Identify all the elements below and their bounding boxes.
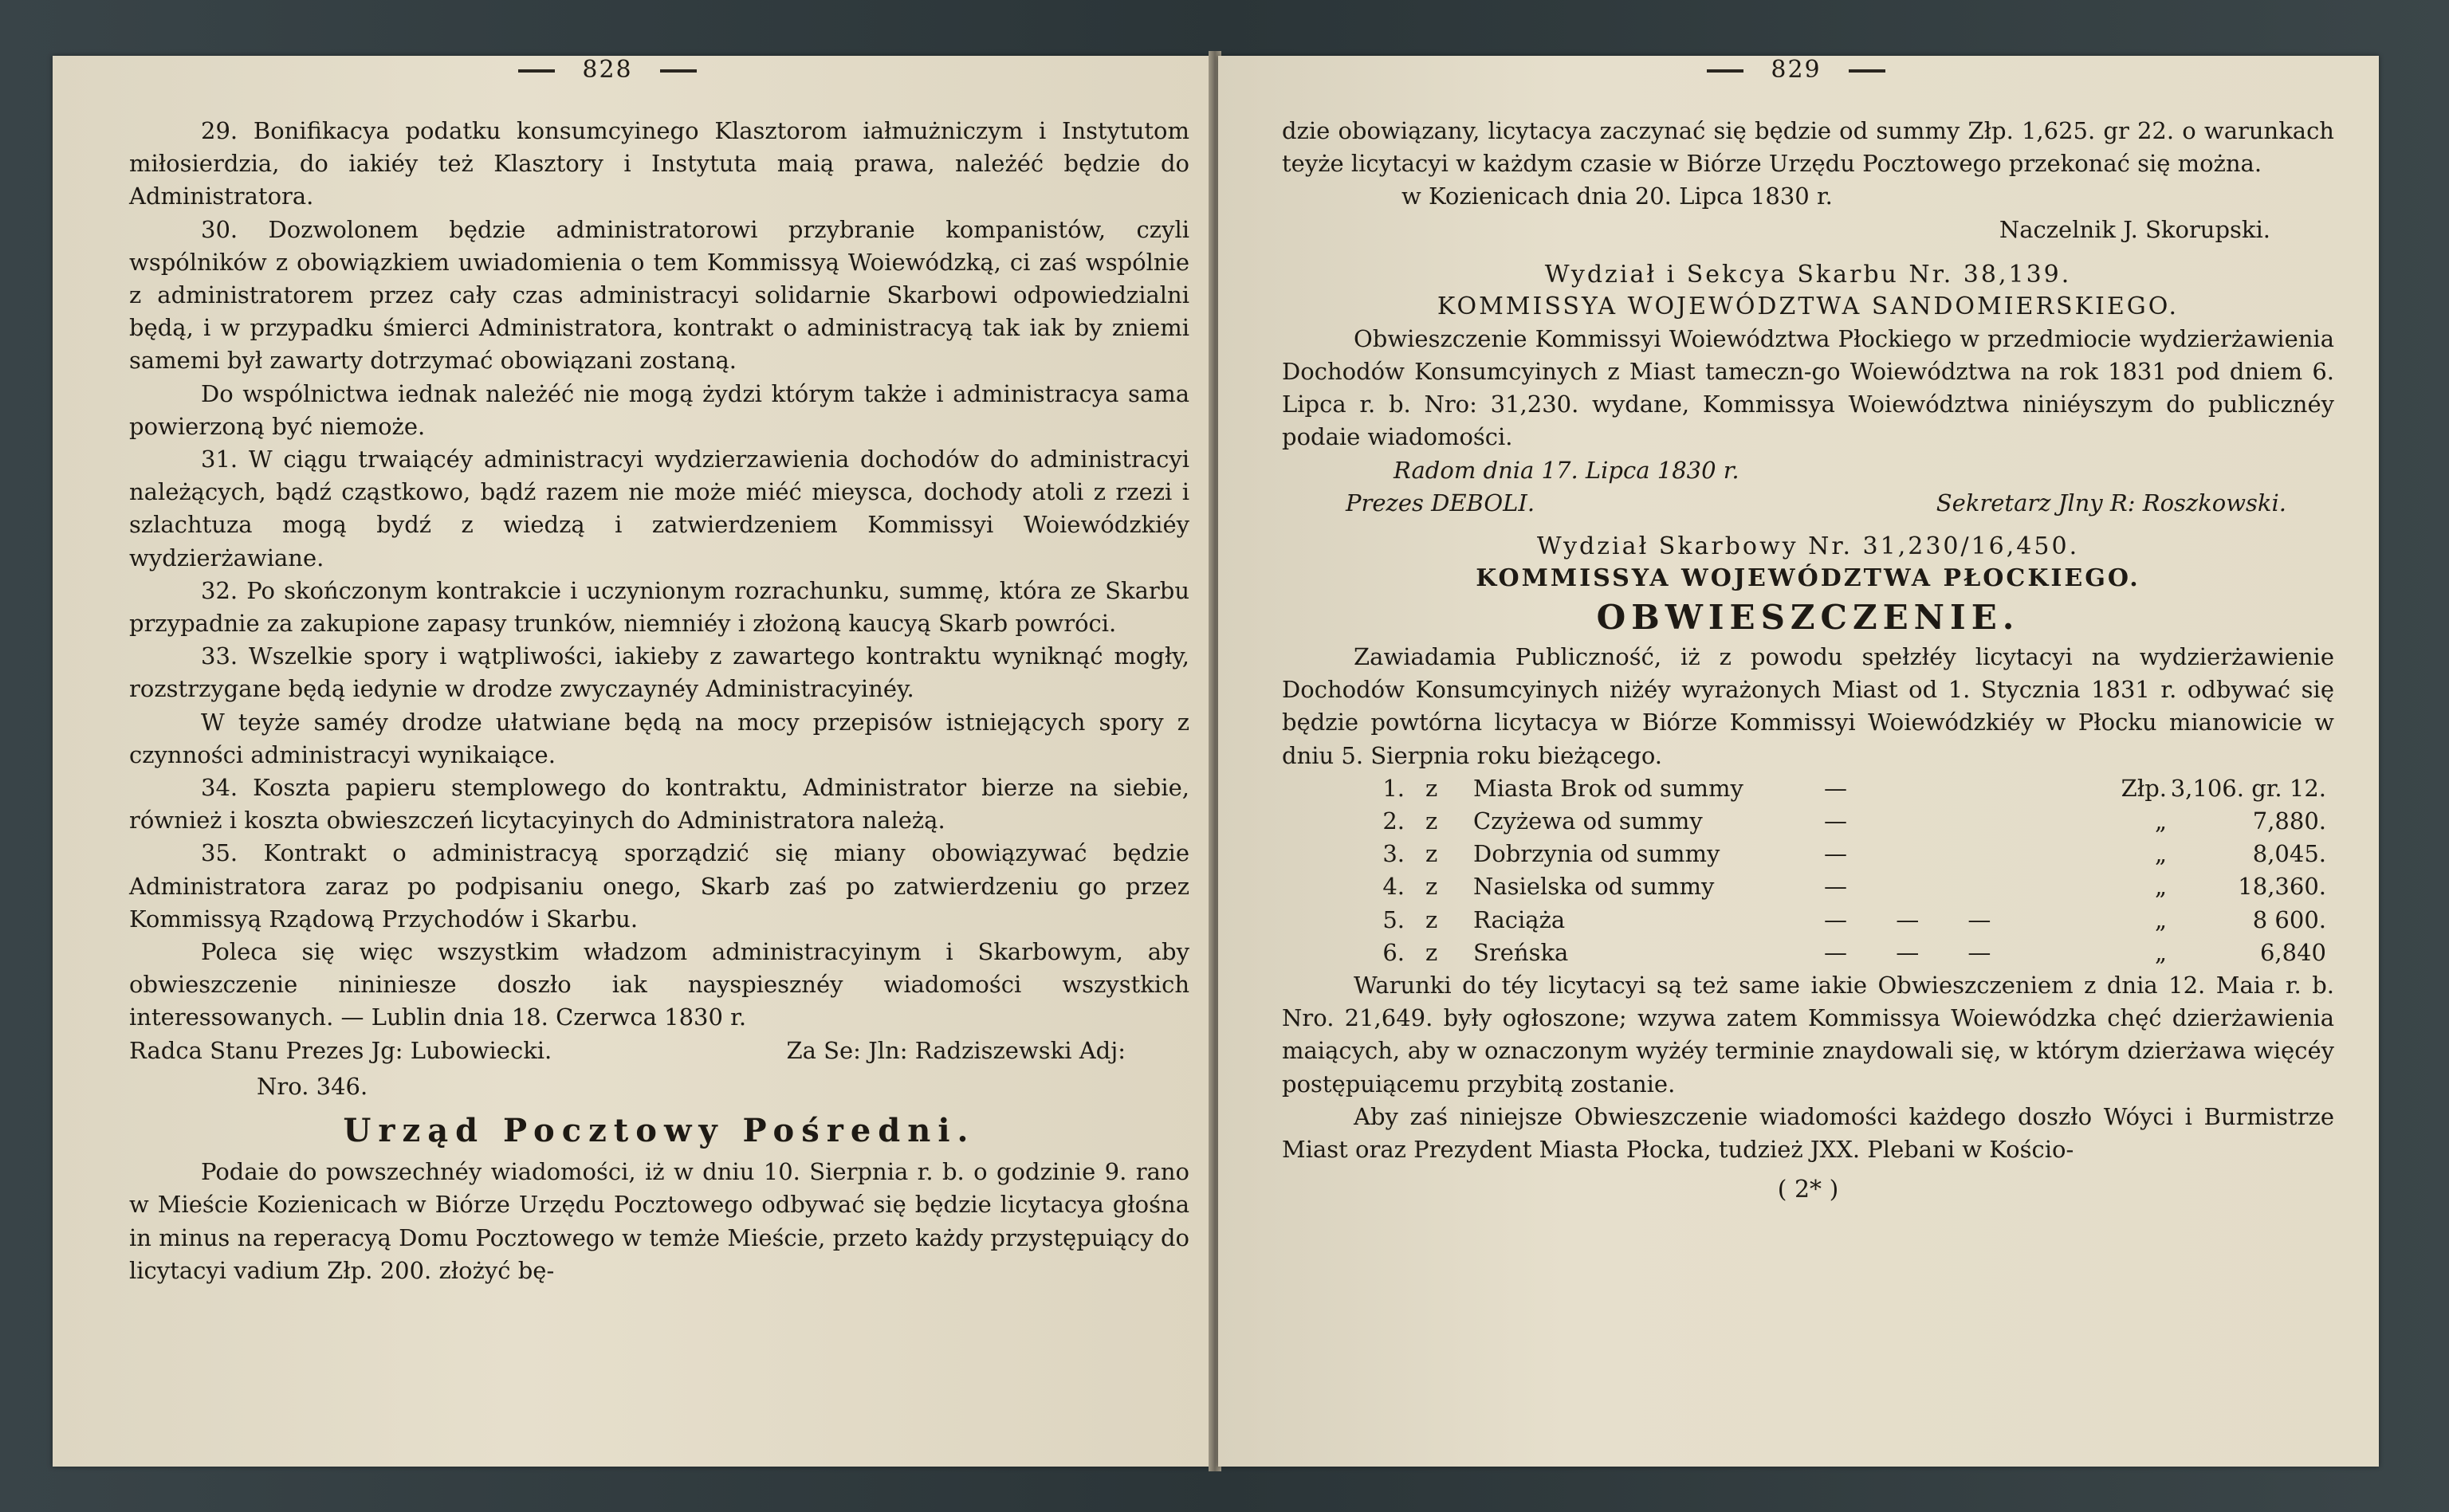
paragraph-33: 33. Wszelkie spory i wątpliwości, iakieby z zawartego kontraktu wyniknąć mogły, rozstrzygane będą iedynie w drodze zwyczaynéy Administracyinéy.: [129, 642, 1189, 703]
paragraph-32: 32. Po skończonym kontrakcie i uczynionym rozrachunku, summę, która ze Skarbu przypadnie za zakupione zapasy trunków, niemniéy i złożoną kaucyą Skarb powróci.: [129, 576, 1189, 638]
commission-heading-2: KOMMISSYA WOJEWÓDZTWA PŁOCKIEGO.: [1476, 564, 2140, 593]
header-dash: [1707, 69, 1743, 73]
paragraph-33-b: W teyże saméy drodze ułatwiane będą na mocy przepisów istniejących spory z czynności administracyi wynikaiące.: [129, 708, 1189, 768]
obwieszczenie-heading: OBWIESZCZENIE.: [1596, 598, 2020, 638]
left-page-number: 828: [582, 56, 633, 84]
header-dash: [1849, 69, 1885, 73]
right-page: [1218, 56, 2379, 1467]
list-item: 5. z Raciąża — — — „ 8 600.: [1382, 905, 2326, 933]
header-dash: [660, 69, 697, 73]
right-column: [1282, 115, 2334, 1209]
header-dash: [518, 69, 555, 73]
signature-row-2: [1282, 487, 2334, 520]
left-column: [129, 115, 1189, 1287]
department-line-2: Wydział Skarbowy Nr. 31,230/16,450.: [1536, 532, 2080, 561]
signature-naczelnik: Naczelnik J. Skorupski.: [1999, 215, 2270, 243]
list-item: 2. z Czyżewa od summy — „ 7,880.: [1382, 807, 2326, 835]
signature-mark: ( 2* ): [1777, 1176, 1839, 1204]
list-item: 3. z Dobrzynia od summy — „ 8,045.: [1382, 840, 2326, 868]
paragraph-closing: Poleca się więc wszystkim władzom administracyinym i Skarbowym, aby obwieszczenie nininiesze doszło iak nayspiesznéy wiadomości wszystkich interessowanych. — Lublin dnia 18. Czerwca 1830 r.: [129, 938, 1189, 1031]
right-page-header: [1282, 56, 2310, 115]
signature-left: Radca Stanu Prezes Jg: Lubowiecki.: [129, 1036, 552, 1064]
signature-prezes: Prezes DEBOLI.: [1346, 489, 1535, 516]
list-item: 4. z Nasielska od summy — „ 18,360.: [1382, 873, 2326, 901]
paragraph-30: 30. Dozwolonem będzie administratorowi przybranie kompanistów, czyli wspólników z obowiązkiem uwiadomienia o tem Kommissyą Woiewódzką, ci zaś wspólnie z administratorem przez cały czas administracyi solidarnie Skarbowi odpowiedzialni będą, i w przypadku śmierci Administratora, kontrakt o administracyą tak iak by zniemi samemi był zawarty dotrzymać obowiązani zostaną.: [129, 215, 1189, 375]
section-heading: Urząd Pocztowy Pośredni.: [343, 1112, 976, 1150]
paragraph-conditions: Warunki do téy licytacyi są też same iakie Obwieszczeniem z dnia 12. Maia r. b. Nro. 21,649. były ogłoszone; wzywa zatem Kommissya Woiewódzka chęć dzierżawienia maiących, aby w oznaczonym wyżéy terminie znaydowali się, w którym dzierżawa więcéy postępuiącemu przybitą zostanie.: [1282, 972, 2334, 1098]
signature-sekretarz: Sekretarz Jlny R: Roszkowski.: [1936, 489, 2286, 516]
paragraph-31: 31. W ciągu trwaiącéy administracyi wydzierzawienia dochodów do administracyi należących, bądź cząstkowo, bądź razem nie może miéć mieysca, dochody atoli z rzezi i szlachtuza mogą bydź z wiedzą i zatwierdzeniem Kommissyi Woiewódzkiéy wydzierżawiane.: [129, 446, 1189, 571]
paragraph-notice-plock: Zawiadamia Publiczność, iż z powodu spełzłéy licytacyi na wydzierżawienie Dochodów Konsumcyinych niżéy wyrażonych Miast od 1. Stycznia 1831 r. odbywać się będzie powtórna licytacya w Biórze Kommissyi Woiewódzkiéy w Płocku mianowicie w dniu 5. Sierpnia roku bieżącego.: [1282, 643, 2334, 769]
place-date-2-row: [1282, 454, 2334, 487]
paragraph-29: 29. Bonifikacya podatku konsumcyinego Klasztorom iałmużniczym i Instytutom miłosierdzia, do iakiéy też Klasztory i Instytuta maią prawa, należéć będzie do Administratora.: [129, 117, 1189, 210]
paragraph-final: Aby zaś niniejsze Obwieszczenie wiadomości każdego doszło Wóyci i Burmistrze Miast oraz Prezydent Miasta Płocka, tudzież JXX. Plebani w Kościo-: [1282, 1102, 2334, 1164]
nro-label: Nro. 346.: [257, 1072, 368, 1100]
department-line-1: Wydział i Sekcya Skarbu Nr. 38,139.: [1544, 260, 2072, 289]
paragraph-continuation: dzie obowiązany, licytacya zaczynać się będzie od summy Złp. 1,625. gr 22. o warunkach teyże licytacyi w każdym czasie w Biórze Urzędu Pocztowego przekonać się można.: [1282, 117, 2334, 178]
place-date: w Kozienicach dnia 20. Lipca 1830 r.: [1401, 183, 1833, 210]
paragraph-30-b: Do wspólnictwa iednak należéć nie mogą żydzi którym także i administracya sama powierzoną być niemoże.: [129, 379, 1189, 440]
paragraph-sandomierz: Obwieszczenie Kommissyi Woiewództwa Płockiego w przedmiocie wydzierżawienia Dochodów Konsumcyinych z Miast tameczn-go Woiewództwa na rok 1831 pod dniem 6. Lipca r. b. Nro: 31,230. wydane, Kommissya Woiewództwa niniéyszym do publicznéy podaie wiadomości.: [1282, 324, 2334, 451]
paragraph-notice: Podaie do powszechnéy wiadomości, iż w dniu 10. Sierpnia r. b. o godzinie 9. rano w Mieście Kozienicach w Biórze Urzędu Pocztowego odbywać się będzie licytacya głośna in minus na reperacyą Domu Pocztowego w temże Mieście, przeto każdy przystępuiący do licytacyi vadium Złp. 200. złożyć bę-: [129, 1158, 1189, 1284]
place-date-2: Radom dnia 17. Lipca 1830 r.: [1394, 456, 1739, 484]
town-list: [1282, 772, 2334, 969]
right-page-number: 829: [1771, 56, 1822, 84]
signature-row: [129, 1035, 1189, 1067]
paragraph-35: 35. Kontrakt o administracyą sporządzić się mianу obowiązywać będzie Administratora zaraz po podpisaniu onego, Skarb zaś po zatwierdzeniu go przez Kommissyą Rządową Przychodów i Skarbu.: [129, 839, 1189, 933]
paragraph-34: 34. Koszta papieru stemplowego do kontraktu, Administrator bierze na siebie, również i koszta obwieszczeń licytacyinych do Administratora należą.: [129, 774, 1189, 835]
list-item: 1. z Miasta Brok od summy — Złp. 3,106. gr. 12.: [1382, 774, 2326, 802]
list-item: 6. z Sreńska — — — „ 6,840: [1382, 938, 2326, 966]
signature-right: Za Se: Jln: Radziszewski Adj:: [786, 1036, 1126, 1064]
left-page: [53, 56, 1212, 1467]
left-page-header: [129, 56, 1086, 115]
commission-heading-1: KOMMISSYA WOJEWÓDZTWA SANDOMIERSKIEGO.: [1437, 292, 2180, 320]
